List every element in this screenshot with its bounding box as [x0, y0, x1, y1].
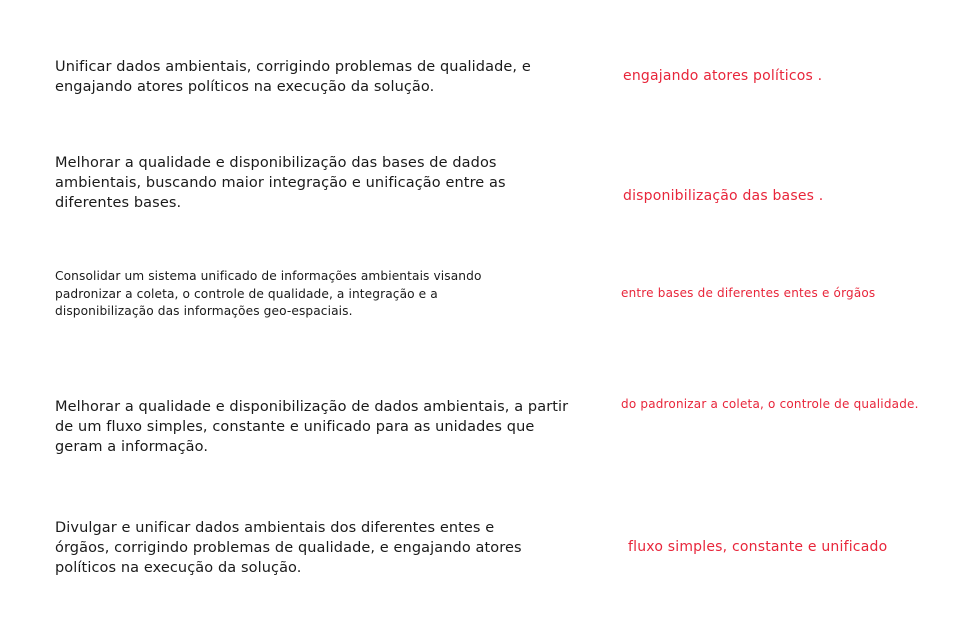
statement-4: Melhorar a qualidade e disponibilização de dados ambientais, a partir de um fluxo simples, constante e unificado para as unidades que geram a informação. [55, 399, 569, 455]
annotation-2: disponibilização das bases . [623, 188, 824, 204]
statement-1: Unificar dados ambientais, corrigindo problemas de qualidade, e engajando atores políticos na execução da solução. [55, 59, 531, 95]
annotation-4: do padronizar a coleta, o controle de qualidade. [621, 397, 919, 411]
annotation-3: entre bases de diferentes entes e órgãos [621, 286, 876, 300]
annotation-5: fluxo simples, constante e unificado [628, 539, 888, 555]
statement-5: Divulgar e unificar dados ambientais dos diferentes entes e órgãos, corrigindo problemas de qualidade, e engajando atores políticos na execução da solução. [55, 520, 522, 576]
statement-2: Melhorar a qualidade e disponibilização das bases de dados ambientais, buscando maior integração e unificação entre as diferentes bases. [55, 155, 506, 211]
statement-3: Consolidar um sistema unificado de informações ambientais visando padronizar a coleta, o controle de qualidade, a integração e a disponibilização das informações geo-espaciais. [55, 269, 482, 318]
annotation-1: engajando atores políticos . [623, 68, 823, 84]
